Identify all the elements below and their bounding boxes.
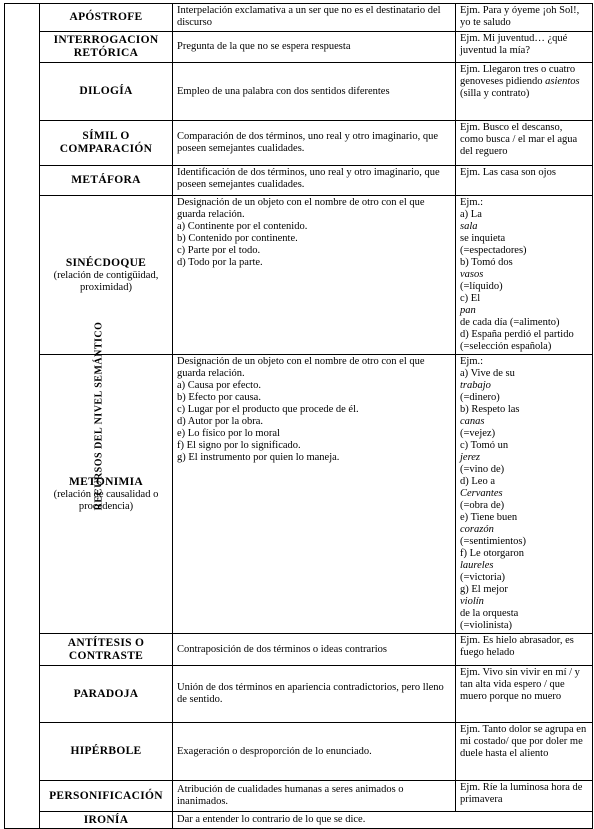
- table-row: [5, 812, 593, 829]
- definition-cell: [173, 355, 456, 634]
- example-italic-word: laureles: [460, 560, 494, 571]
- device-name-cell: [40, 666, 173, 723]
- example: Ejm. Es hielo abrasador, es fuego helado: [460, 635, 574, 658]
- definition-cell: [173, 4, 456, 32]
- table-row: [5, 666, 593, 723]
- example-cell: [456, 121, 593, 166]
- definition: Identificación de dos términos, uno real y otro imaginario, que poseen semejantes cualidades.: [177, 167, 440, 190]
- list-item: (=sentimientos): [460, 536, 526, 547]
- example-cell: [456, 4, 593, 32]
- list-item: e) Lo físico por lo moral: [177, 428, 280, 439]
- definition: Dar a entender lo contrario de lo que se dice.: [177, 814, 366, 825]
- definition: Unión de dos términos en apariencia contradictorios, pero lleno de sentido.: [177, 682, 444, 705]
- definition-cell: [173, 63, 456, 121]
- definition-cell: [173, 196, 456, 355]
- device-name-cell: [40, 63, 173, 121]
- example-cell: [456, 63, 593, 121]
- table-row: [5, 32, 593, 63]
- example-list: [460, 368, 588, 632]
- list-item: c) Lugar por el producto que procede de él.: [177, 404, 359, 415]
- option-list: [177, 221, 451, 269]
- example-italic-word: asientos: [545, 76, 580, 87]
- table-row: [5, 781, 593, 812]
- device-name-cell: [40, 121, 173, 166]
- list-item: d) Autor por la obra.: [177, 416, 264, 427]
- definition-cell: [173, 166, 456, 196]
- definition: Exageración o desproporción de lo enunciado.: [177, 745, 372, 757]
- example: [460, 64, 580, 99]
- device-name: METÁFORA: [71, 174, 141, 186]
- example: Ejm. Mi juventud… ¿qué juventud la mía?: [460, 33, 568, 56]
- side-label-cell: [5, 4, 105, 829]
- example-text: Ejm. Llegaron tres o cuatro genoveses pidiendo: [460, 64, 576, 87]
- definition-cell: [173, 121, 456, 166]
- device-name-cell: [40, 166, 173, 196]
- list-item: (=espectadores): [460, 245, 527, 256]
- device-name: ANTÍTESIS O CONTRASTE: [67, 636, 145, 662]
- table-row: [5, 4, 593, 32]
- definition-cell: [173, 723, 456, 781]
- example-cell: [456, 634, 593, 666]
- example-italic-word: vasos: [460, 269, 484, 280]
- example-italic-word: jerez: [460, 452, 481, 463]
- example: Ejm. Ríe la luminosa hora de primavera: [460, 782, 583, 805]
- device-name-cell: [40, 812, 173, 829]
- list-item: c) Tomó un jerez (=vino de): [460, 440, 509, 475]
- example: Ejm. Para y óyeme ¡oh Sol!, yo te saludo: [460, 5, 580, 28]
- device-name-cell: [40, 196, 173, 355]
- device-name-cell: [40, 355, 173, 634]
- definition-cell: [173, 781, 456, 812]
- table-row: [5, 121, 593, 166]
- example: Ejm. Busco el descanso, como busca / el mar el agua del reguero: [460, 122, 578, 157]
- list-item: a) Causa por efecto.: [177, 380, 261, 391]
- table-row: [5, 723, 593, 781]
- device-subtitle: (relación de causalidad o procedencia): [53, 488, 159, 512]
- definition: Designación de un objeto con el nombre de otro con el que guarda relación.: [177, 197, 425, 220]
- list-item: f) Le otorgaron laureles (=victoria): [460, 548, 524, 583]
- example-italic-word: violín: [460, 596, 484, 607]
- list-item: d) Leo a Cervantes (=obra de): [460, 476, 505, 511]
- side-label: RECURSOS DEL NIVEL SEMÁNTICO: [93, 321, 105, 511]
- device-name: PERSONIFICACIÓN: [49, 789, 163, 802]
- example-cell: [456, 355, 593, 634]
- example-cell: [456, 166, 593, 196]
- definition: Atribución de cualidades humanas a seres animados o inanimados.: [177, 784, 404, 807]
- definition-cell: [173, 32, 456, 63]
- example-italic-word: sala: [460, 221, 478, 232]
- example-list: [460, 209, 588, 353]
- device-name-cell: [40, 32, 173, 63]
- list-item: (=violinista): [460, 620, 512, 631]
- example: Ejm. Vivo sin vivir en mí / y tan alta vida espero / que muero porque no muero: [460, 667, 580, 702]
- list-item: c) El pan de cada día (=alimento): [460, 293, 560, 328]
- example: Ejm. Tanto dolor se agrupa en mi costado/ que por doler me duele hasta el aliento: [460, 724, 587, 759]
- definition: Designación de un objeto con el nombre de otro con el que guarda relación.: [177, 356, 425, 379]
- example-heading: Ejm.:: [460, 356, 484, 367]
- definition: Comparación de dos términos, uno real y otro imaginario, que poseen semejantes cualidades.: [177, 131, 438, 154]
- definition-cell: [173, 634, 456, 666]
- example-cell: [456, 196, 593, 355]
- definition: Contraposición de dos términos o ideas contrarios: [177, 643, 387, 655]
- example-heading: Ejm.:: [460, 197, 484, 208]
- example-cell: [456, 666, 593, 723]
- list-item: f) El signo por lo significado.: [177, 440, 301, 451]
- list-item: d) Todo por la parte.: [177, 257, 263, 268]
- semantic-resources-table: [4, 3, 593, 829]
- list-item: g) El instrumento por quien lo maneja.: [177, 452, 340, 463]
- example-italic-word: Cervantes: [460, 488, 503, 499]
- definition-cell: [173, 666, 456, 723]
- list-item: a) La sala se inquieta: [460, 209, 506, 244]
- table-row: [5, 166, 593, 196]
- device-name: IRONÍA: [83, 813, 129, 826]
- example-cell: [456, 723, 593, 781]
- table-row: [5, 63, 593, 121]
- example-italic-word: pan: [460, 305, 476, 316]
- device-name-cell: [40, 4, 173, 32]
- list-item: a) Continente por el contenido.: [177, 221, 308, 232]
- example-text: (silla y contrato): [460, 88, 530, 99]
- definition: Empleo de una palabra con dos sentidos diferentes: [177, 85, 390, 97]
- device-name: SINÉCDOQUE: [65, 256, 147, 269]
- option-list: [177, 380, 451, 464]
- example-cell: [456, 32, 593, 63]
- list-item: (=selección española): [460, 341, 552, 352]
- list-item: b) Efecto por causa.: [177, 392, 261, 403]
- device-name-cell: [40, 781, 173, 812]
- example-cell: [456, 781, 593, 812]
- example-italic-word: trabajo: [460, 380, 491, 391]
- device-name: PARADOJA: [73, 687, 139, 700]
- device-name: HIPÉRBOLE: [70, 745, 142, 757]
- device-name: DILOGÍA: [79, 85, 133, 97]
- definition: Interpelación exclamativa a un ser que no es el destinatario del discurso: [177, 5, 441, 28]
- definition-cell: [173, 812, 593, 829]
- list-item: d) España perdió el partido: [460, 329, 574, 340]
- list-item: g) El mejor violín de la orquesta: [460, 584, 519, 619]
- table-row: [5, 634, 593, 666]
- device-name: INTERROGACION RETÓRICA: [53, 34, 159, 59]
- list-item: a) Vive de su trabajo (=dinero): [460, 368, 515, 403]
- list-item: b) Contenido por continente.: [177, 233, 298, 244]
- example-italic-word: corazón: [460, 524, 494, 535]
- device-name: METONIMIA: [68, 475, 144, 488]
- device-name: APÓSTROFE: [69, 11, 143, 23]
- device-name-cell: [40, 634, 173, 666]
- list-item: e) Tiene buen corazón: [460, 512, 518, 535]
- list-item: c) Parte por el todo.: [177, 245, 261, 256]
- list-item: b) Tomó dos vasos (=líquido): [460, 257, 513, 292]
- definition: Pregunta de la que no se espera respuesta: [177, 41, 351, 52]
- device-subtitle: (relación de contigüidad, proximidad): [53, 269, 159, 293]
- list-item: b) Respeto las canas (=vejez): [460, 404, 520, 439]
- example: Ejm. Las casa son ojos: [460, 167, 556, 178]
- example-italic-word: canas: [460, 416, 485, 427]
- device-name-cell: [40, 723, 173, 781]
- device-name: SÍMIL O COMPARACIÓN: [59, 130, 153, 155]
